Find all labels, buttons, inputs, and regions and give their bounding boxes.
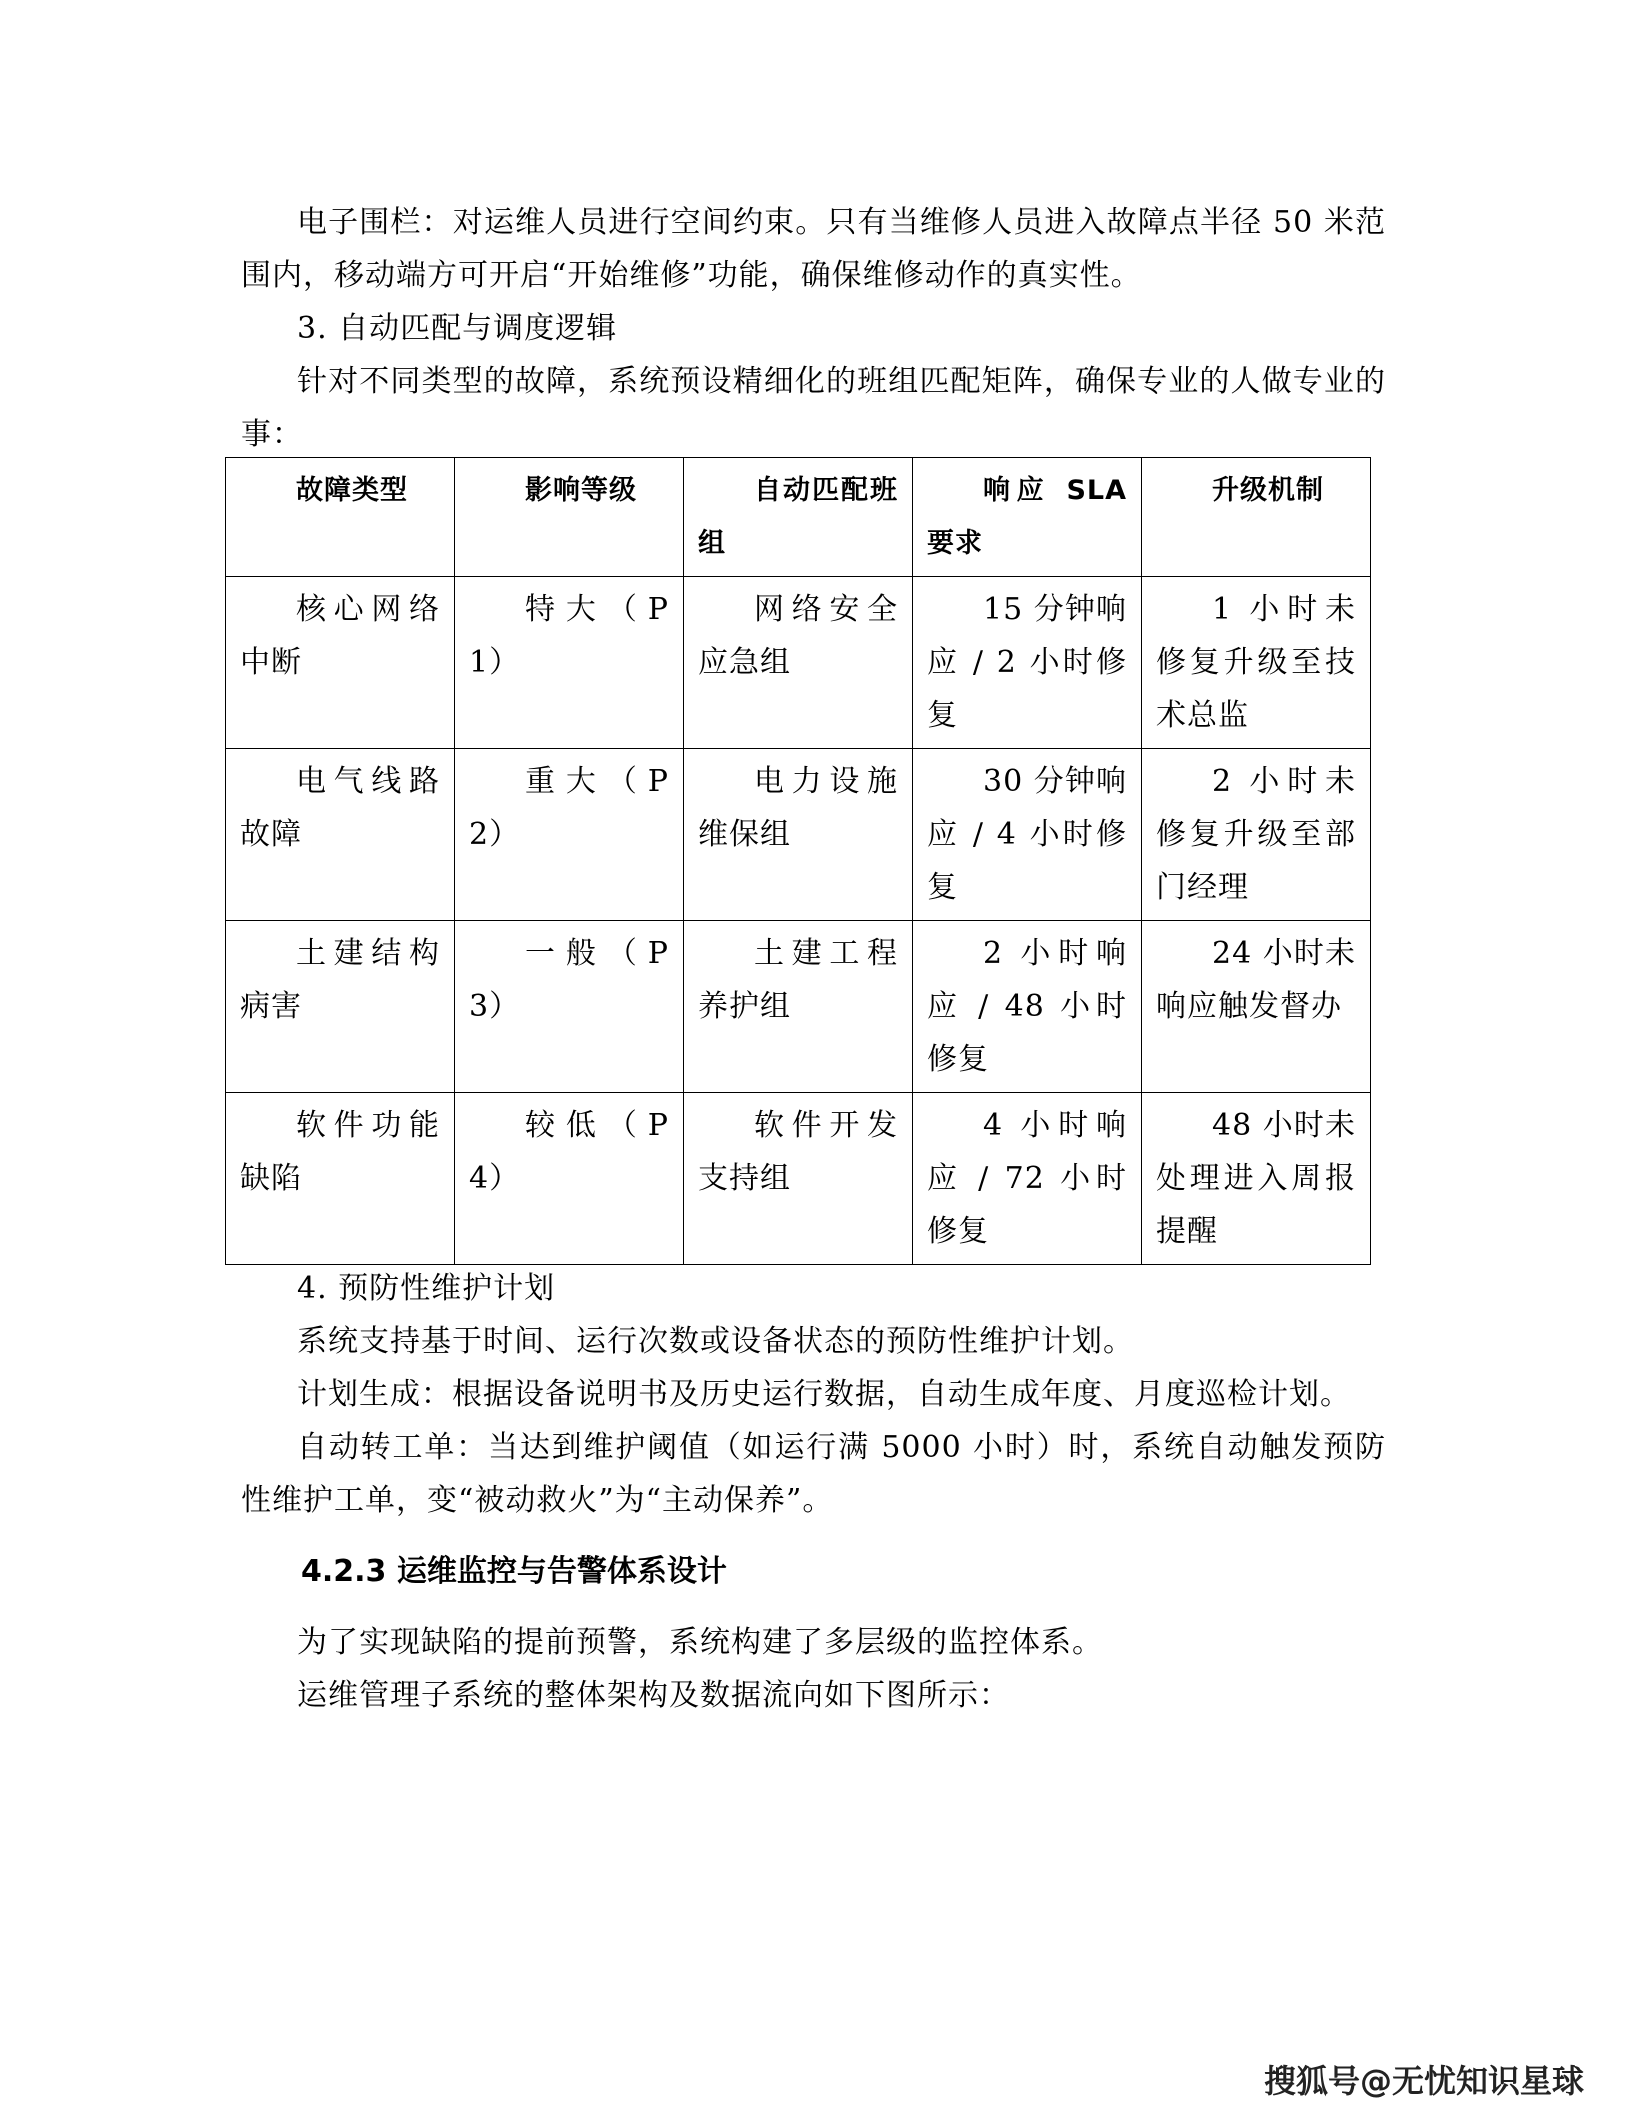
cell-auto-team: 电力设施维保组 (684, 749, 913, 921)
section-3-intro: 针对不同类型的故障，系统预设精细化的班组匹配矩阵，确保专业的人做专业的事： (241, 364, 1386, 452)
section-4-title: 4. 预防性维护计划 (297, 1271, 556, 1306)
table-header-row (226, 458, 1371, 577)
cell-fault-type: 核心网络中断 (226, 577, 455, 749)
table-row (226, 1093, 1371, 1265)
paragraph-architecture: 运维管理子系统的整体架构及数据流向如下图所示： (297, 1678, 1010, 1713)
cell-sla: 30 分钟响应 / 4 小时修复 (913, 749, 1142, 921)
paragraph-monitoring: 为了实现缺陷的提前预警，系统构建了多层级的监控体系。 (297, 1625, 1103, 1660)
cell-sla: 4 小时响应 / 72 小时修复 (913, 1093, 1142, 1265)
cell-auto-team: 网络安全应急组 (684, 577, 913, 749)
table-row (226, 749, 1371, 921)
header-fault-type: 故障类型 (226, 458, 455, 577)
cell-escalation: 48 小时未处理进入周报提醒 (1142, 1093, 1371, 1265)
header-sla: 响应 SLA 要求 (913, 458, 1142, 577)
cell-impact-level: 重大（P2） (455, 749, 684, 921)
header-impact-level: 影响等级 (455, 458, 684, 577)
cell-escalation: 24 小时未响应触发督办 (1142, 921, 1371, 1093)
team-matching-matrix-table (225, 457, 1371, 1265)
header-auto-team: 自动匹配班组 (684, 458, 913, 577)
table-row (226, 921, 1371, 1093)
paragraph-electronic-fence: 电子围栏：对运维人员进行空间约束。只有当维修人员进入故障点半径 50 米范围内，移动端方可开启“开始维修”功能，确保维修动作的真实性。 (241, 205, 1386, 293)
cell-impact-level: 特大（P1） (455, 577, 684, 749)
table-row (226, 577, 1371, 749)
section-4-auto-work-order: 自动转工单：当达到维护阈值（如运行满 5000 小时）时，系统自动触发预防性维护工单，变“被动救火”为“主动保养”。 (241, 1430, 1386, 1518)
cell-fault-type: 软件功能缺陷 (226, 1093, 455, 1265)
cell-escalation: 2 小时未修复升级至部门经理 (1142, 749, 1371, 921)
cell-auto-team: 软件开发支持组 (684, 1093, 913, 1265)
section-4-intro: 系统支持基于时间、运行次数或设备状态的预防性维护计划。 (297, 1324, 1134, 1359)
cell-fault-type: 电气线路故障 (226, 749, 455, 921)
sohu-watermark: 搜狐号@无忧知识星球 (1264, 2062, 1585, 2100)
cell-fault-type: 土建结构病害 (226, 921, 455, 1093)
cell-sla: 2 小时响应 / 48 小时修复 (913, 921, 1142, 1093)
header-escalation: 升级机制 (1142, 458, 1371, 577)
cell-impact-level: 较低（P4） (455, 1093, 684, 1265)
section-4-plan-generation: 计划生成：根据设备说明书及历史运行数据，自动生成年度、月度巡检计划。 (297, 1377, 1351, 1412)
section-heading-4-2-3: 4.2.3 运维监控与告警体系设计 (301, 1554, 727, 1589)
cell-impact-level: 一般（P3） (455, 921, 684, 1093)
cell-escalation: 1 小时未修复升级至技术总监 (1142, 577, 1371, 749)
section-3-title: 3. 自动匹配与调度逻辑 (297, 311, 618, 346)
cell-sla: 15 分钟响应 / 2 小时修复 (913, 577, 1142, 749)
cell-auto-team: 土建工程养护组 (684, 921, 913, 1093)
